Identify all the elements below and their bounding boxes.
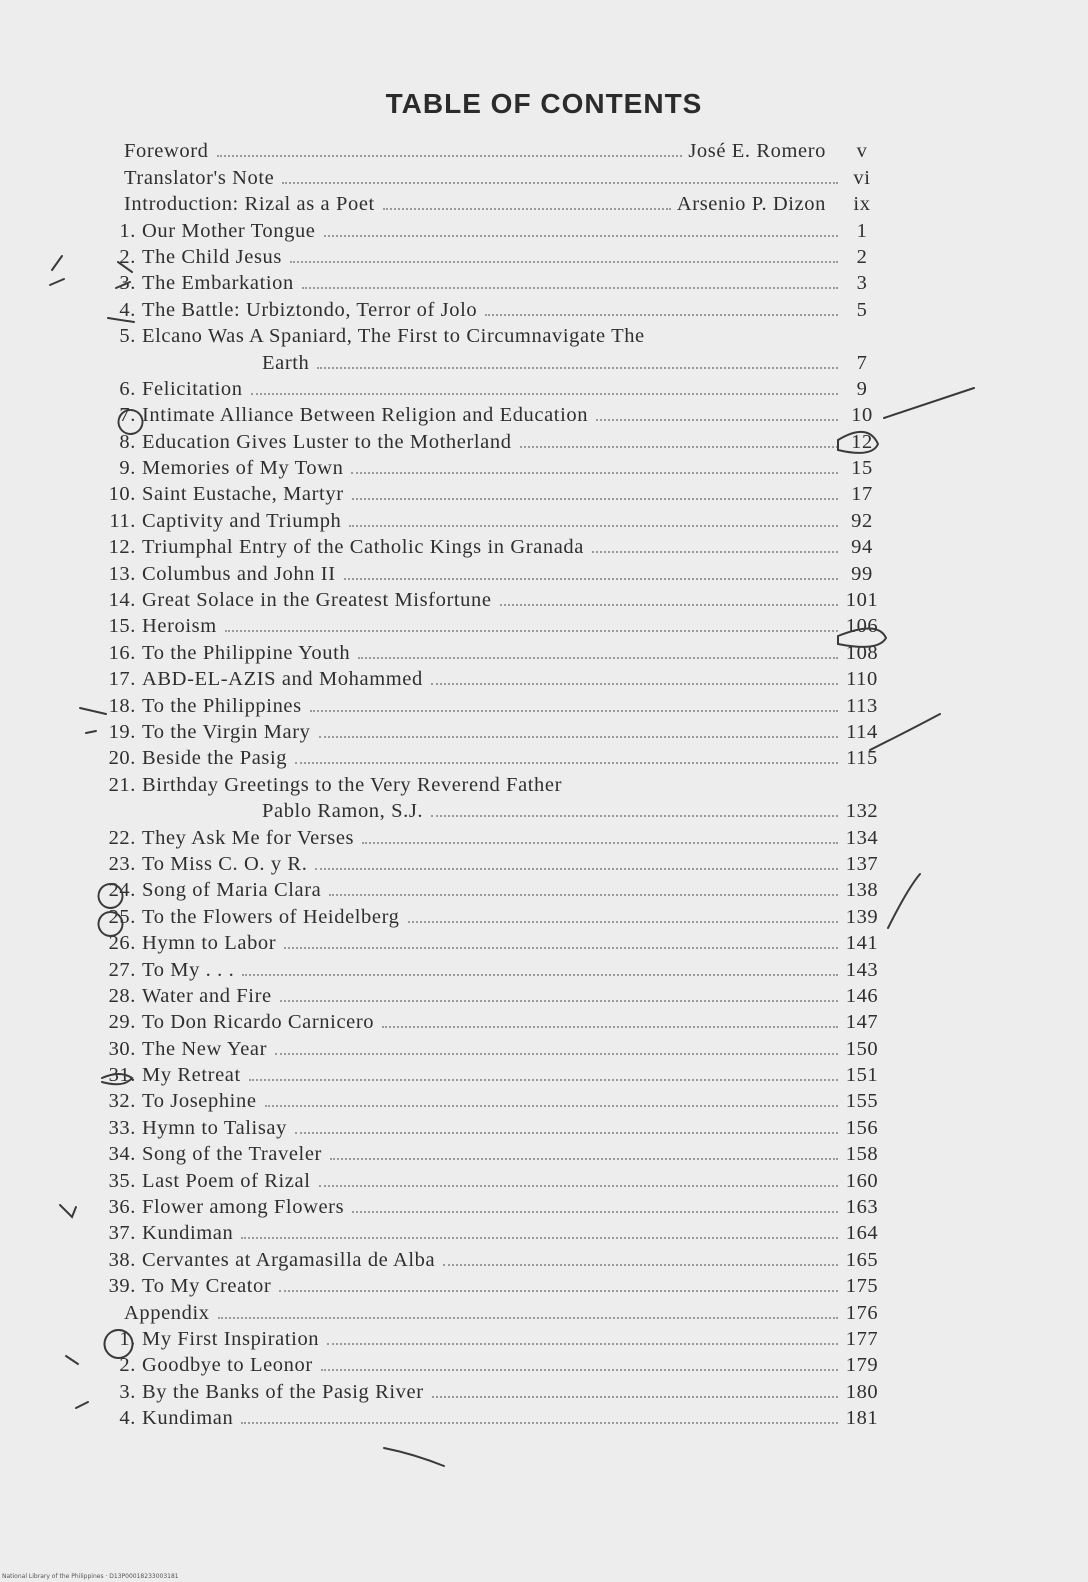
entry-title: Our Mother Tongue <box>142 219 316 242</box>
toc-entry <box>100 1033 880 1059</box>
entry-title: Birthday Greetings to the Very Reverend Father <box>142 773 563 796</box>
dot-leader <box>330 1158 838 1160</box>
entry-number: 27. <box>108 958 136 981</box>
entry-title: Columbus and John II <box>142 562 336 585</box>
toc-entry <box>100 822 880 848</box>
entry-number: 16. <box>108 641 136 664</box>
entry-number: 24. <box>108 879 136 902</box>
dot-leader <box>344 578 838 580</box>
dot-leader <box>295 1132 838 1134</box>
toc-entry <box>100 532 880 558</box>
dot-leader <box>382 1026 838 1028</box>
entry-page-number: 2 <box>856 245 868 268</box>
entry-number: 30. <box>108 1037 136 1060</box>
dot-leader <box>284 947 838 949</box>
dot-leader <box>520 446 838 448</box>
entry-title: To the Philippine Youth <box>142 641 351 664</box>
entry-title: Heroism <box>142 615 217 638</box>
toc-entry <box>100 479 880 505</box>
entry-number: 35. <box>108 1169 136 1192</box>
entry-title: The Embarkation <box>142 272 294 295</box>
entry-title: Song of the Traveler <box>142 1143 322 1166</box>
toc-entry <box>100 347 880 373</box>
entry-title: Intimate Alliance Between Religion and Education <box>142 404 589 427</box>
entry-page-number: 113 <box>846 694 878 717</box>
entry-title: Foreword <box>124 140 209 163</box>
entry-title: To the Virgin Mary <box>142 720 311 743</box>
entry-page-number: 94 <box>851 536 873 559</box>
toc-entry <box>100 875 880 901</box>
entry-title: The Child Jesus <box>142 245 282 268</box>
entry-number: 15. <box>108 615 136 638</box>
entry-title: Triumphal Entry of the Catholic Kings in Granada <box>142 536 584 559</box>
pen-mark <box>50 256 64 285</box>
entry-number: 1. <box>119 1327 136 1350</box>
dot-leader <box>317 367 838 369</box>
dot-leader <box>319 736 838 738</box>
entry-page-number: 156 <box>845 1116 879 1139</box>
toc-entry <box>100 268 880 294</box>
entry-number: 1. <box>119 219 136 242</box>
dot-leader <box>592 551 838 553</box>
dot-leader <box>295 762 838 764</box>
toc-entry <box>100 981 880 1007</box>
entry-number: 32. <box>108 1090 136 1113</box>
entry-title: Cervantes at Argamasilla de Alba <box>142 1248 436 1271</box>
dot-leader <box>251 393 838 395</box>
dot-leader <box>443 1264 838 1266</box>
toc-entry <box>100 1060 880 1086</box>
entry-title: By the Banks of the Pasig River <box>142 1380 424 1403</box>
entry-number: 17. <box>108 668 136 691</box>
entry-author: Arsenio P. Dizon <box>676 193 826 216</box>
entry-title: Education Gives Luster to the Motherland <box>142 430 512 453</box>
entry-page-number: 158 <box>845 1143 879 1166</box>
entry-number: 5. <box>119 325 136 348</box>
entry-title: Pablo Ramon, S.J. <box>262 800 424 823</box>
entry-title: Great Solace in the Greatest Misfortune <box>142 589 492 612</box>
toc-entry <box>100 1324 880 1350</box>
entry-title: Appendix <box>124 1301 210 1324</box>
dot-leader <box>352 498 838 500</box>
toc-entry <box>100 690 880 716</box>
dot-leader <box>432 1396 838 1398</box>
entry-number: 21. <box>108 773 136 796</box>
entry-title: Kundiman <box>142 1407 234 1430</box>
entry-number: 8. <box>119 430 136 453</box>
toc-entry <box>100 1086 880 1112</box>
pen-mark <box>76 1402 88 1408</box>
entry-page-number: ix <box>853 193 871 216</box>
toc-entry <box>100 242 880 268</box>
entry-title: Kundiman <box>142 1222 234 1245</box>
entry-number: 19. <box>108 720 136 743</box>
entry-number: 39. <box>108 1275 136 1298</box>
dot-leader <box>321 1369 838 1371</box>
pen-mark <box>86 731 96 733</box>
toc-entry <box>100 136 880 162</box>
toc-entry <box>100 1192 880 1218</box>
entry-page-number: 1 <box>856 219 868 242</box>
entry-title: ABD-EL-AZIS and Mohammed <box>142 668 423 691</box>
pen-mark <box>888 874 920 928</box>
entry-number: 10. <box>108 483 136 506</box>
toc-entry <box>100 1007 880 1033</box>
toc-entry <box>100 189 880 215</box>
entry-number: 14. <box>108 589 136 612</box>
dot-leader <box>217 155 683 157</box>
entry-page-number: 92 <box>851 509 873 532</box>
toc-entry <box>100 505 880 531</box>
toc-entry <box>100 901 880 927</box>
entry-title: Hymn to Talisay <box>142 1116 287 1139</box>
entry-title: Earth <box>262 351 310 374</box>
entry-page-number: 146 <box>845 984 879 1007</box>
dot-leader <box>275 1053 838 1055</box>
toc-entry <box>100 743 880 769</box>
toc-entry <box>100 1271 880 1297</box>
dot-leader <box>315 868 838 870</box>
table-of-contents <box>100 136 880 1429</box>
entry-title: To Josephine <box>142 1090 257 1113</box>
dot-leader <box>596 419 838 421</box>
entry-number: 38. <box>108 1248 136 1271</box>
toc-entry <box>100 1218 880 1244</box>
dot-leader <box>431 683 838 685</box>
dot-leader <box>349 525 838 527</box>
entry-number: 18. <box>108 694 136 717</box>
entry-number: 26. <box>108 932 136 955</box>
toc-entry <box>100 849 880 875</box>
toc-entry <box>100 215 880 241</box>
entry-number: 34. <box>108 1143 136 1166</box>
entry-title: To My Creator <box>142 1275 272 1298</box>
entry-title: Translator's Note <box>124 166 275 189</box>
toc-entry <box>100 321 880 347</box>
entry-title: Flower among Flowers <box>142 1196 345 1219</box>
entry-title: Beside the Pasig <box>142 747 288 770</box>
entry-number: 3. <box>119 1380 136 1403</box>
dot-leader <box>324 235 839 237</box>
entry-number: 13. <box>108 562 136 585</box>
dot-leader <box>225 630 838 632</box>
toc-entry <box>100 611 880 637</box>
entry-title: To the Philippines <box>142 694 302 717</box>
dot-leader <box>319 1185 838 1187</box>
dot-leader <box>310 710 838 712</box>
dot-leader <box>302 287 838 289</box>
entry-title: Saint Eustache, Martyr <box>142 483 344 506</box>
toc-entry <box>100 400 880 426</box>
entry-page-number: 134 <box>845 826 879 849</box>
entry-number: 2. <box>119 245 136 268</box>
pen-mark <box>884 388 974 418</box>
dot-leader <box>241 1422 838 1424</box>
entry-page-number: 176 <box>845 1301 879 1324</box>
toc-entry <box>100 1297 880 1323</box>
entry-title: Memories of My Town <box>142 457 344 480</box>
entry-page-number: 114 <box>846 720 878 743</box>
toc-entry <box>100 585 880 611</box>
entry-page-number: 132 <box>845 800 879 823</box>
entry-title: The New Year <box>142 1037 268 1060</box>
entry-number: 36. <box>108 1196 136 1219</box>
entry-title: Elcano Was A Spaniard, The First to Circumnavigate The <box>142 325 645 348</box>
dot-leader <box>280 1000 838 1002</box>
pen-mark <box>870 714 940 750</box>
entry-page-number: 179 <box>845 1354 879 1377</box>
toc-entry <box>100 1112 880 1138</box>
entry-page-number: 181 <box>845 1407 879 1430</box>
entry-page-number: 106 <box>845 615 879 638</box>
footer-caption: National Library of the Philippines · D13P00018233003181 <box>2 1573 179 1580</box>
entry-number: 33. <box>108 1116 136 1139</box>
pen-mark <box>60 1205 76 1217</box>
entry-number: 12. <box>108 536 136 559</box>
toc-entry <box>100 374 880 400</box>
dot-leader <box>327 1343 838 1345</box>
entry-title: Goodbye to Leonor <box>142 1354 313 1377</box>
entry-number: 23. <box>108 852 136 875</box>
dot-leader <box>282 182 838 184</box>
entry-author: José E. Romero <box>688 140 826 163</box>
entry-number: 28. <box>108 984 136 1007</box>
dot-leader <box>329 894 838 896</box>
dot-leader <box>485 314 838 316</box>
entry-page-number: 10 <box>851 404 873 427</box>
entry-page-number: 12 <box>851 430 873 453</box>
entry-page-number: 180 <box>845 1380 879 1403</box>
dot-leader <box>383 208 671 210</box>
entry-title: To Miss C. O. y R. <box>142 852 308 875</box>
entry-number: 25. <box>108 905 136 928</box>
entry-title: To My . . . <box>142 958 235 981</box>
dot-leader <box>362 842 838 844</box>
entry-title: To the Flowers of Heidelberg <box>142 905 400 928</box>
toc-entry <box>100 1165 880 1191</box>
dot-leader <box>241 1237 838 1239</box>
entry-page-number: 99 <box>851 562 873 585</box>
toc-entry <box>100 1139 880 1165</box>
entry-number: 3. <box>119 272 136 295</box>
entry-number: 37. <box>108 1222 136 1245</box>
entry-title: Song of Maria Clara <box>142 879 322 902</box>
entry-page-number: 141 <box>845 932 879 955</box>
entry-page-number: 160 <box>845 1169 879 1192</box>
entry-title: They Ask Me for Verses <box>142 826 355 849</box>
entry-page-number: 7 <box>856 351 868 374</box>
toc-entry <box>100 162 880 188</box>
entry-page-number: 151 <box>845 1064 879 1087</box>
entry-number: 29. <box>108 1011 136 1034</box>
dot-leader <box>351 472 838 474</box>
entry-page-number: 150 <box>845 1037 879 1060</box>
toc-entry <box>100 558 880 584</box>
entry-page-number: 165 <box>845 1248 879 1271</box>
toc-entry <box>100 637 880 663</box>
entry-page-number: 138 <box>845 879 879 902</box>
page-title: TABLE OF CONTENTS <box>385 88 703 119</box>
entry-page-number: 147 <box>845 1011 879 1034</box>
toc-entry <box>100 717 880 743</box>
entry-page-number: 101 <box>845 589 879 612</box>
entry-page-number: 163 <box>845 1196 879 1219</box>
entry-title: Hymn to Labor <box>142 932 277 955</box>
dot-leader <box>249 1079 838 1081</box>
entry-title: To Don Ricardo Carnicero <box>142 1011 375 1034</box>
entry-page-number: 139 <box>845 905 879 928</box>
entry-title: Water and Fire <box>142 984 272 1007</box>
dot-leader <box>265 1105 838 1107</box>
entry-number: 7. <box>119 404 136 427</box>
dot-leader <box>352 1211 838 1213</box>
entry-title: My First Inspiration <box>142 1327 320 1350</box>
entry-title: Captivity and Triumph <box>142 509 342 532</box>
entry-page-number: 164 <box>845 1222 879 1245</box>
entry-page-number: 175 <box>845 1275 879 1298</box>
toc-entry <box>100 796 880 822</box>
dot-leader <box>290 261 838 263</box>
entry-page-number: 143 <box>845 958 879 981</box>
dot-leader <box>500 604 838 606</box>
entry-page-number: 5 <box>856 298 868 321</box>
entry-number: 31. <box>108 1064 136 1087</box>
toc-entry <box>100 1244 880 1270</box>
entry-page-number: 108 <box>845 641 879 664</box>
entry-number: 4. <box>119 298 136 321</box>
pen-mark <box>66 1356 78 1364</box>
dot-leader <box>279 1290 838 1292</box>
dot-leader <box>218 1317 838 1319</box>
entry-page-number: 3 <box>856 272 868 295</box>
toc-entry <box>100 664 880 690</box>
dot-leader <box>408 921 838 923</box>
entry-page-number: 110 <box>846 668 878 691</box>
toc-entry <box>100 1350 880 1376</box>
entry-page-number: 137 <box>845 852 879 875</box>
dot-leader <box>242 974 838 976</box>
entry-page-number: 15 <box>851 457 873 480</box>
toc-entry <box>100 1403 880 1429</box>
toc-entry <box>100 769 880 795</box>
entry-page-number: v <box>856 140 868 163</box>
entry-number: 11. <box>109 509 136 532</box>
entry-number: 6. <box>119 377 136 400</box>
entry-number: 20. <box>108 747 136 770</box>
pen-mark <box>384 1448 444 1466</box>
entry-title: My Retreat <box>142 1064 241 1087</box>
toc-entry <box>100 453 880 479</box>
toc-entry <box>100 928 880 954</box>
entry-title: Last Poem of Rizal <box>142 1169 311 1192</box>
entry-title: Introduction: Rizal as a Poet <box>124 193 375 216</box>
entry-title: The Battle: Urbiztondo, Terror of Jolo <box>142 298 478 321</box>
entry-number: 2. <box>119 1354 136 1377</box>
entry-page-number: 155 <box>845 1090 879 1113</box>
dot-leader <box>431 815 838 817</box>
dot-leader <box>358 657 838 659</box>
toc-entry <box>100 954 880 980</box>
entry-page-number: 17 <box>851 483 873 506</box>
entry-number: 9. <box>119 457 136 480</box>
entry-number: 4. <box>119 1407 136 1430</box>
entry-page-number: 9 <box>856 377 868 400</box>
entry-page-number: vi <box>853 166 871 189</box>
entry-page-number: 115 <box>846 747 878 770</box>
toc-entry <box>100 426 880 452</box>
toc-entry <box>100 1376 880 1402</box>
entry-page-number: 177 <box>845 1327 879 1350</box>
entry-number: 22. <box>108 826 136 849</box>
entry-title: Felicitation <box>142 377 243 400</box>
toc-entry <box>100 294 880 320</box>
